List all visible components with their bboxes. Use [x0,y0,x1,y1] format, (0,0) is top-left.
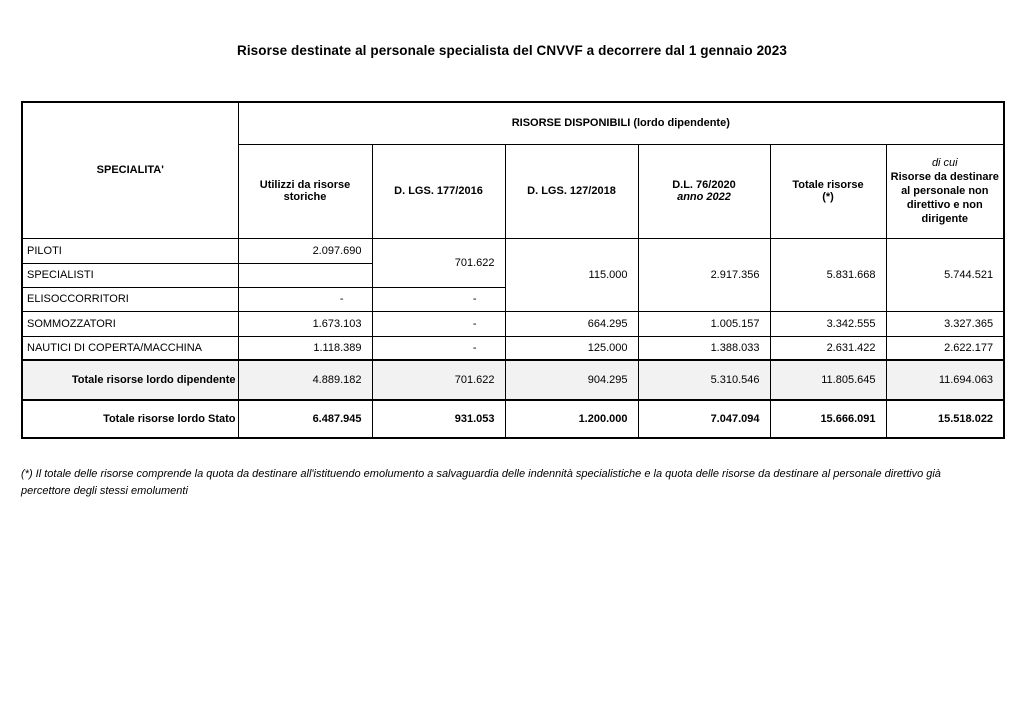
cell-totdip-dicui: 11.694.063 [886,360,1004,400]
table-row-totale-dipendente [22,360,1004,400]
header-risorse-disponibili: RISORSE DISPONIBILI (lordo dipendente) [238,102,1004,144]
header-totale-risorse [770,144,886,238]
row-label-totale-dipendente: Totale risorse lordo dipendente [22,360,238,400]
row-label-elisoccorritori: ELISOCCORRITORI [22,287,238,311]
header-di-cui-line1: di cui [931,157,958,169]
cell-totstato-dicui: 15.518.022 [886,400,1004,438]
cell-totstato-storiche: 6.487.945 [238,400,372,438]
table-row [22,311,1004,336]
table-row [22,238,1004,263]
header-totale-line2: (*) [822,191,834,203]
cell-group-dl76: 2.917.356 [638,238,770,311]
cell-sommozzatori-lgs127: 664.295 [505,311,638,336]
cell-totdip-dl76: 5.310.546 [638,360,770,400]
cell-group-dicui: 5.744.521 [886,238,1004,311]
cell-totdip-lgs177: 701.622 [372,360,505,400]
header-dl-76-line2: anno 2022 [677,191,731,203]
header-dlgs-127: D. LGS. 127/2018 [505,144,638,238]
cell-piloti-storiche: 2.097.690 [238,238,372,263]
row-label-specialisti: SPECIALISTI [22,263,238,287]
header-totale-line1: Totale risorse [792,179,864,191]
cell-nautici-lgs177: - [372,336,505,360]
header-specialita: SPECIALITA' [22,102,238,238]
cell-group-lgs177: 701.622 [372,238,505,287]
cell-nautici-totale: 2.631.422 [770,336,886,360]
cell-totstato-lgs177: 931.053 [372,400,505,438]
header-dl-76-line1: D.L. 76/2020 [672,179,736,191]
cell-sommozzatori-lgs177: - [372,311,505,336]
cell-totdip-storiche: 4.889.182 [238,360,372,400]
header-di-cui-line2: Risorse da destinare al personale non direttivo e non dirigente [890,171,999,225]
cell-sommozzatori-totale: 3.342.555 [770,311,886,336]
cell-totdip-totale: 11.805.645 [770,360,886,400]
header-di-cui [886,144,1004,238]
table-row-totale-stato [22,400,1004,438]
resources-table [21,101,1005,439]
cell-nautici-lgs127: 125.000 [505,336,638,360]
cell-elisoccorritori-storiche: - [238,287,372,311]
header-dlgs-177: D. LGS. 177/2016 [372,144,505,238]
cell-sommozzatori-dl76: 1.005.157 [638,311,770,336]
footnote: (*) Il totale delle risorse comprende la quota da destinare all'istituendo emolumento a salvaguardia delle indennità specialistiche e la quota delle risorse da destinare al personale direttivo già percettore degli stessi emolumenti [21,468,941,497]
cell-group-lgs127: 115.000 [505,238,638,311]
cell-totstato-dl76: 7.047.094 [638,400,770,438]
cell-sommozzatori-dicui: 3.327.365 [886,311,1004,336]
cell-nautici-dicui: 2.622.177 [886,336,1004,360]
cell-nautici-storiche: 1.118.389 [238,336,372,360]
page-title: Risorse destinate al personale specialista del CNVVF a decorrere dal 1 gennaio 2023 [236,43,788,58]
cell-nautici-dl76: 1.388.033 [638,336,770,360]
cell-specialisti-storiche [238,263,372,287]
header-utilizzi-storiche: Utilizzi da risorse storiche [238,144,372,238]
header-dl-76 [638,144,770,238]
row-label-totale-stato: Totale risorse lordo Stato [22,400,238,438]
row-label-piloti: PILOTI [22,238,238,263]
cell-elisoccorritori-lgs177: - [372,287,505,311]
cell-sommozzatori-storiche: 1.673.103 [238,311,372,336]
row-label-nautici: NAUTICI DI COPERTA/MACCHINA [22,336,238,360]
cell-group-totale: 5.831.668 [770,238,886,311]
row-label-sommozzatori: SOMMOZZATORI [22,311,238,336]
table-row [22,336,1004,360]
cell-totstato-totale: 15.666.091 [770,400,886,438]
cell-totstato-lgs127: 1.200.000 [505,400,638,438]
cell-totdip-lgs127: 904.295 [505,360,638,400]
